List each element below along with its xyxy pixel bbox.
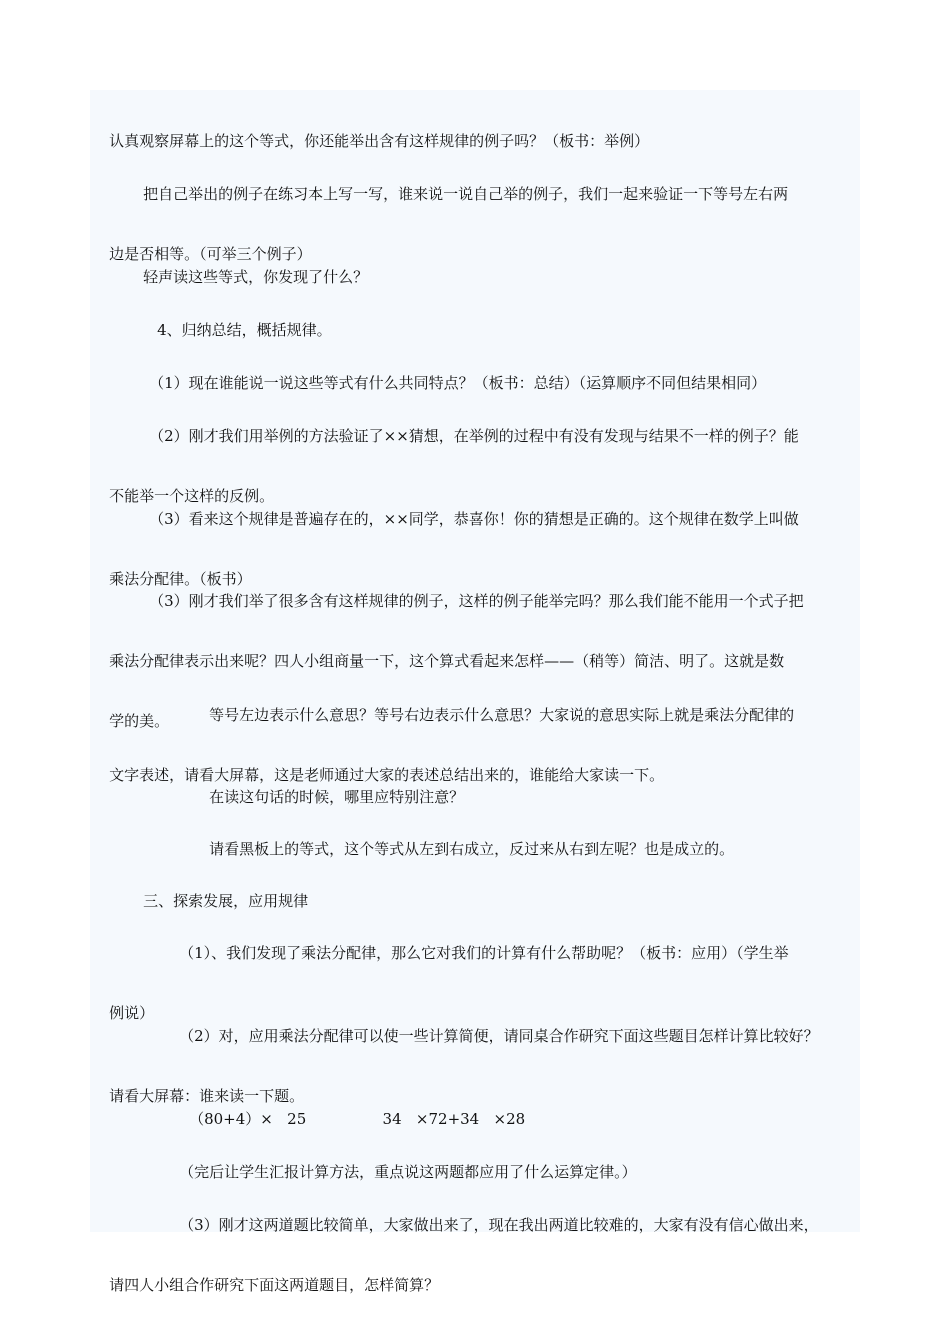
- line: 等号左边表示什么意思？等号右边表示什么意思？大家说的意思实际上就是乘法分配律的: [209, 706, 795, 724]
- line: 4、归纳总结，概括规律。: [157, 321, 332, 339]
- line: （80+4）× 25 34 ×72+34 ×28: [189, 1110, 526, 1128]
- line: 认真观察屏幕上的这个等式，你还能举出含有这样规律的例子吗？（板书：举例）: [109, 132, 650, 150]
- line: 请四人小组合作研究下面这两道题目，怎样简算？: [109, 1276, 440, 1294]
- line: 乘法分配律表示出来呢？四人小组商量一下，这个算式看起来怎样——（稍等）简洁、明了。这就是数: [109, 652, 785, 670]
- line: 边是否相等。（可举三个例子）: [109, 245, 312, 263]
- line: （2）对，应用乘法分配律可以使一些计算简便，请同桌合作研究下面这些题目怎样计算比较好？: [179, 1027, 819, 1045]
- line: 学的美。: [109, 712, 170, 730]
- line: 在读这句话的时候，哪里应特别注意？: [209, 788, 465, 806]
- line: 轻声读这些等式，你发现了什么？: [143, 268, 369, 286]
- line: （1）、我们发现了乘法分配律，那么它对我们的计算有什么帮助呢？（板书：应用）（学生举: [179, 944, 789, 962]
- line: 不能举一个这样的反例。: [109, 487, 275, 505]
- line: （1）现在谁能说一说这些等式有什么共同特点？（板书：总结）（运算顺序不同但结果相同）: [149, 374, 767, 392]
- line: 请看黑板上的等式，这个等式从左到右成立，反过来从右到左呢？也是成立的。: [209, 840, 735, 858]
- line: 请看大屏幕：谁来读一下题。: [109, 1087, 305, 1105]
- line: 乘法分配律。（板书）: [109, 570, 252, 588]
- line: （2）刚才我们用举例的方法验证了××猜想，在举例的过程中有没有发现与结果不一样的例子？能: [149, 427, 799, 445]
- document-page: [90, 90, 860, 1294]
- line: （3）刚才我们举了很多含有这样规律的例子，这样的例子能举完吗？那么我们能不能用一个式子把: [149, 592, 804, 610]
- line: （3）刚才这两道题比较简单，大家做出来了，现在我出两道比较难的，大家有没有信心做出来，: [179, 1216, 819, 1234]
- line: 三、探索发展，应用规律: [143, 892, 309, 910]
- line: 例说）: [109, 1004, 155, 1022]
- line: 把自己举出的例子在练习本上写一写，谁来说一说自己举的例子，我们一起来验证一下等号左右两: [143, 185, 789, 203]
- line: 文字表述，请看大屏幕，这是老师通过大家的表述总结出来的，谁能给大家读一下。: [109, 766, 665, 784]
- line: （完后让学生汇报计算方法，重点说这两题都应用了什么运算定律。）: [179, 1163, 637, 1181]
- line: （3）看来这个规律是普遍存在的，××同学，恭喜你！你的猜想是正确的。这个规律在数学上叫做: [149, 510, 799, 528]
- paragraph-harder-problems: [90, 1180, 860, 1330]
